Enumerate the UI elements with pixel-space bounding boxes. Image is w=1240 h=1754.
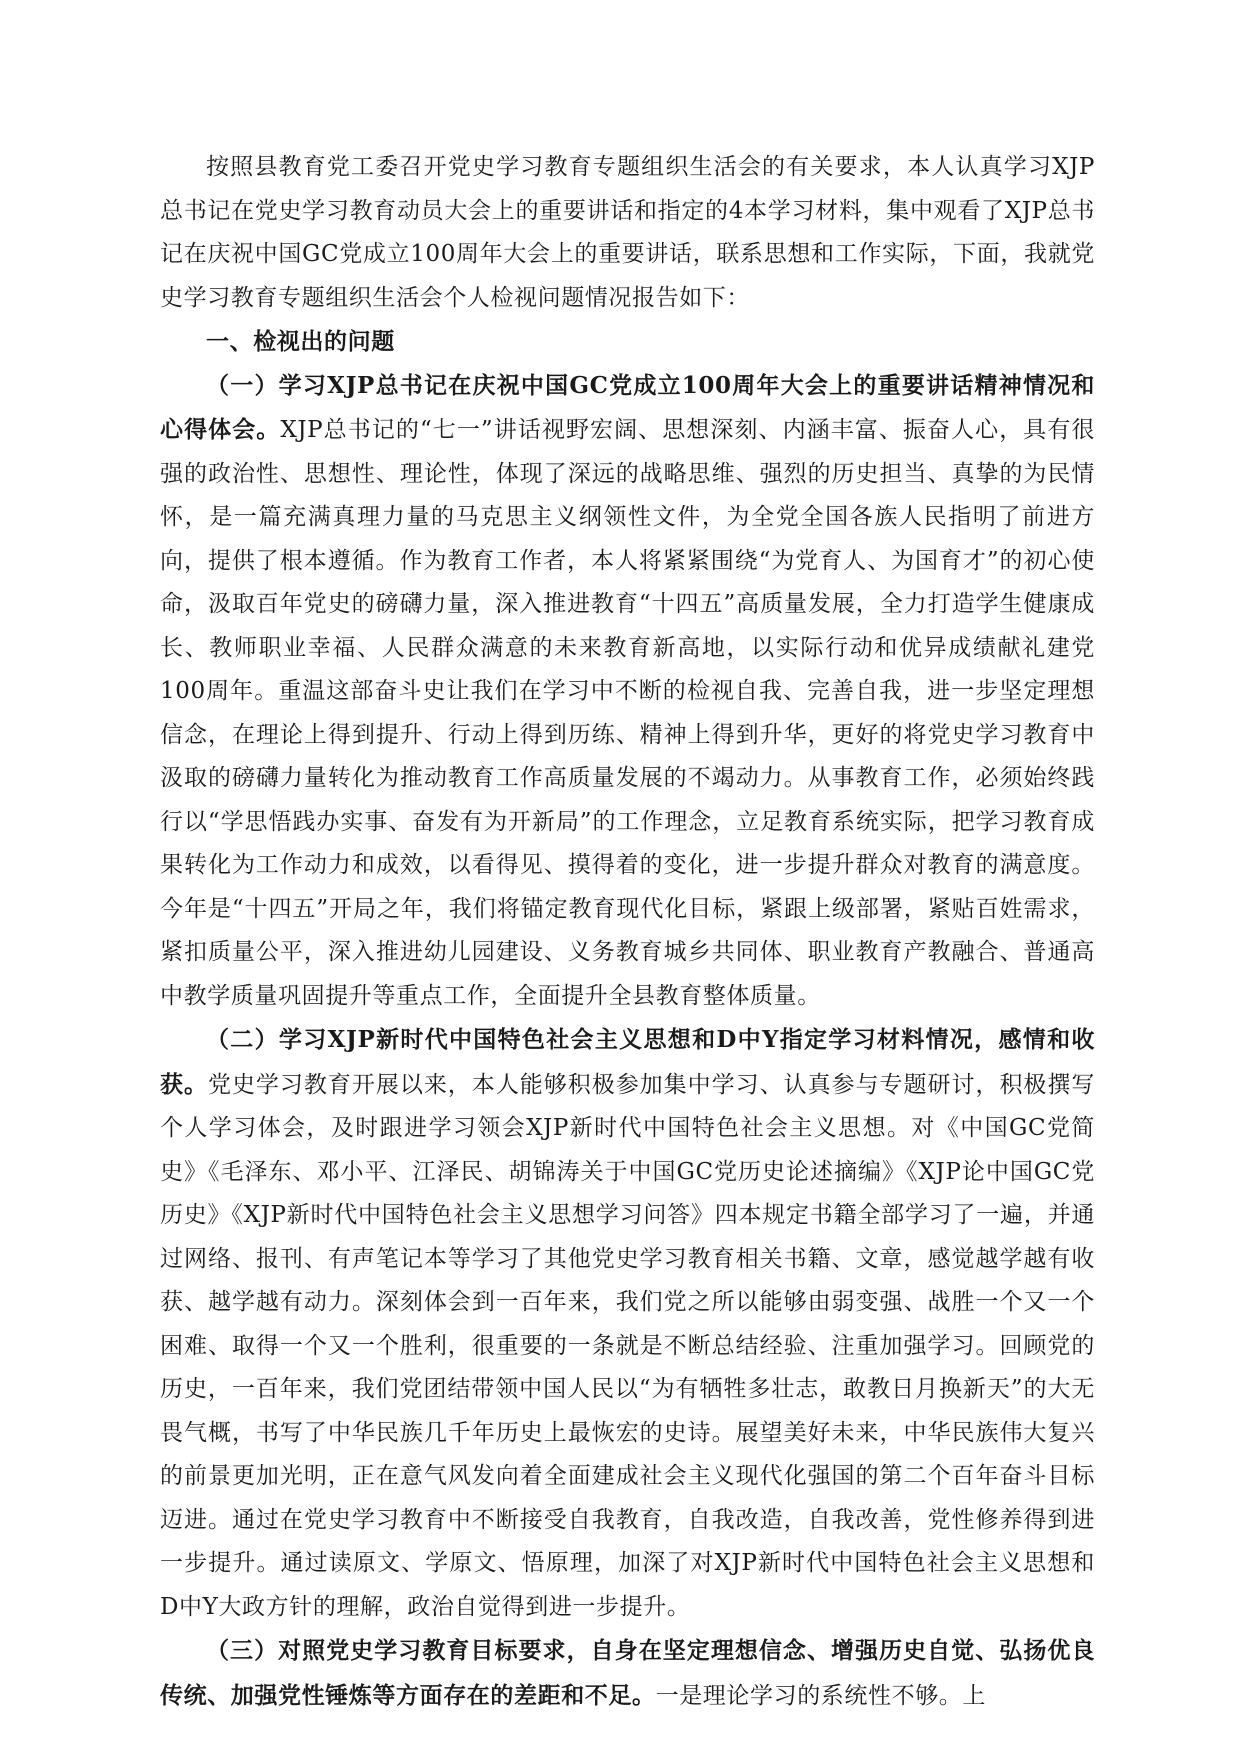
item-2-body: 党史学习教育开展以来，本人能够积极参加集中学习、认真参与专题研讨，积极撰写个人学习体会，及时跟进学习领会XJP新时代中国特色社会主义思想。对《中国GC党简史》《毛泽东、邓小平、江泽民、胡锦涛关于中国GC党历史论述摘编》《XJP论中国GC党历史》《XJP新时代中国特色社会主义思想学习问答》四本规定书籍全部学习了一遍，并通过网络、报刊、有声笔记本等学习了其他党史学习教育相关书籍、文章，感觉越学越有收获、越学越有动力。深刻体会到一百年来，我们党之所以能够由弱变强、战胜一个又一个困难、取得一个又一个胜利，很重要的一条就是不断总结经验、注重加强学习。回顾党的历史，一百年来，我们党团结带领中国人民以“为有牺牲多壮志，敢教日月换新天”的大无畏气概，书写了中华民族几千年历史上最恢宏的史诗。展望美好未来，中华民族伟大复兴的前景更加光明，正在意气风发向着全面建成社会主义现代化强国的第二个百年奋斗目标迈进。通过在党史学习教育中不断接受自我教育，自我改造，自我改善，党性修养得到进一步提升。通过读原文、学原文、悟原理，加深了对XJP新时代中国特色社会主义思想和D中Y大政方针的理解，政治自觉得到进一步提升。 — [160, 1071, 1095, 1620]
item-1-body: XJP总书记的“七一”讲话视野宏阔、思想深刻、内涵丰富、振奋人心，具有很强的政治性、思想性、理论性，体现了深远的战略思维、强烈的历史担当、真挚的为民情怀，是一篇充满真理力量的马克思主义纲领性文件，为全党全国各族人民指明了前进方向，提供了根本遵循。作为教育工作者，本人将紧紧围绕“为党育人、为国育才”的初心使命，汲取百年党史的磅礴力量，深入推进教育“十四五”高质量发展，全力打造学生健康成长、教师职业幸福、人民群众满意的未来教育新高地，以实际行动和优异成绩献礼建党100周年。重温这部奋斗史让我们在学习中不断的检视自我、完善自我，进一步坚定理想信念，在理论上得到提升、行动上得到历练、精神上得到升华，更好的将党史学习教育中汲取的磅礴力量转化为推动教育工作高质量发展的不竭动力。从事教育工作，必须始终践行以“学思悟践办实事、奋发有为开新局”的工作理念，立足教育系统实际，把学习教育成果转化为工作动力和成效，以看得见、摸得着的变化，进一步提升群众对教育的满意度。今年是“十四五”开局之年，我们将锚定教育现代化目标，紧跟上级部署，紧贴百姓需求，紧扣质量公平，深入推进幼儿园建设、义务教育城乡共同体、职业教育产教融合、普通高中教学质量巩固提升等重点工作，全面提升全县教育整体质量。 — [160, 417, 1095, 1009]
item-1-lead: （一）学习XJP总书记在庆祝中国GC党成立100周年大会上的重要讲话精神情况和心得体会。 — [160, 371, 1095, 443]
section-heading-problems: 一、检视出的问题 — [206, 328, 395, 355]
document-page — [160, 146, 1095, 1718]
intro-paragraph: 按照县教育党工委召开党史学习教育专题组织生活会的有关要求，本人认真学习XJP总书记在党史学习教育动员大会上的重要讲话和指定的4本学习材料，集中观看了XJP总书记在庆祝中国GC党成立100周年大会上的重要讲话，联系思想和工作实际，下面，我就党史学习教育专题组织生活会个人检视问题情况报告如下： — [160, 154, 1095, 311]
item-3-lead: （三）对照党史学习教育目标要求，自身在坚定理想信念、增强历史自觉、弘扬优良传统、加强党性锤炼等方面存在的差距和不足。 — [160, 1637, 1095, 1709]
item-3-body: 一是理论学习的系统性不够。上 — [655, 1682, 987, 1709]
item-3-paragraph — [160, 1629, 1095, 1718]
item-1-paragraph — [160, 364, 1095, 1019]
item-2-paragraph — [160, 1018, 1095, 1629]
item-2-lead: （二）学习XJP新时代中国特色社会主义思想和D中Y指定学习材料情况，感情和收获。 — [160, 1026, 1095, 1098]
